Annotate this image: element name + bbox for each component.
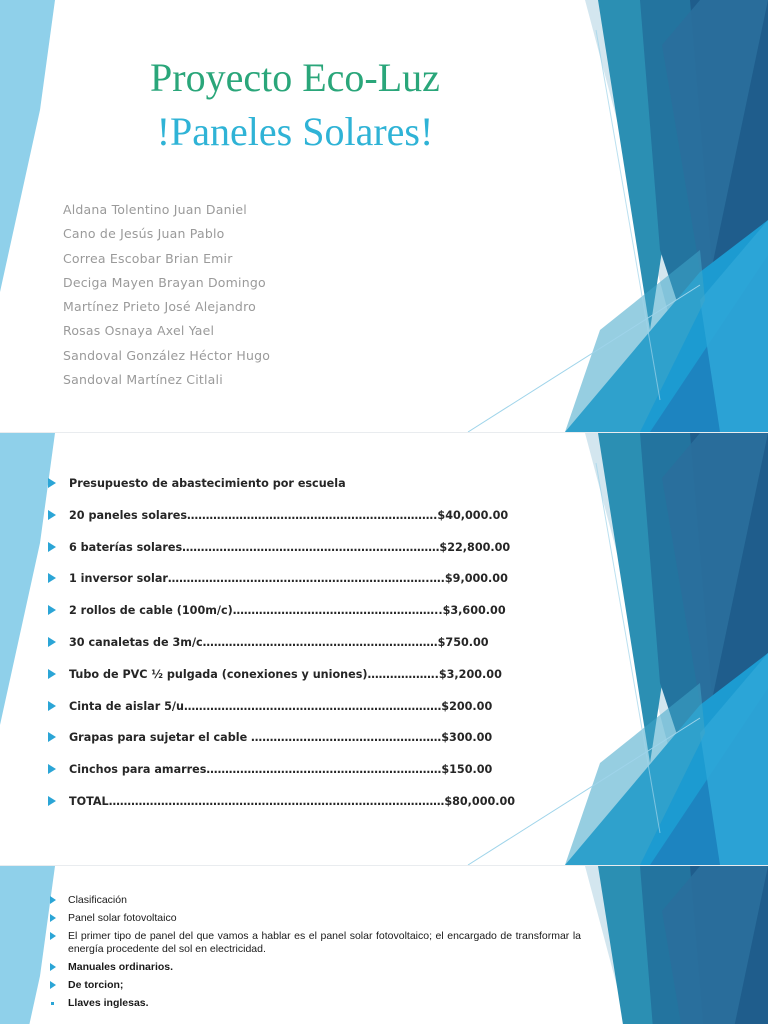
slide-title: Proyecto Eco-Luz	[150, 55, 440, 100]
triangle-bullet-icon	[48, 637, 56, 647]
budget-item	[48, 602, 515, 634]
list-item-text: Manuales ordinarios.	[68, 961, 174, 973]
author-name: Martínez Prieto José Alejandro	[63, 299, 256, 315]
triangle-bullet-icon	[48, 732, 56, 742]
author-name: Deciga Mayen Brayan Domingo	[63, 274, 266, 290]
budget-item	[48, 634, 515, 666]
triangle-bullet-icon	[48, 510, 56, 520]
list-item	[50, 930, 581, 956]
triangle-bullet-icon	[50, 914, 56, 922]
title-slide	[0, 0, 768, 432]
triangle-bullet-icon	[48, 573, 56, 583]
triangle-bullet-icon	[48, 542, 56, 552]
triangle-bullet-icon	[50, 932, 56, 940]
budget-item-text: Cinchos para amarres………………………………………………………$150.00	[69, 763, 493, 777]
budget-item	[48, 570, 515, 602]
list-item	[50, 912, 581, 925]
budget-total	[48, 793, 515, 825]
budget-item-text: Tubo de PVC ½ pulgada (conexiones y uniones)……………….$3,200.00	[69, 667, 502, 681]
list-item	[50, 997, 581, 1010]
list-item-text: De torcion;	[68, 979, 124, 991]
list-item	[50, 979, 581, 992]
classification-list	[50, 894, 581, 1015]
budget-item-text: 1 inversor solar…………………………………………………………….….$9,000.00	[69, 572, 508, 586]
author-name: Aldana Tolentino Juan Daniel	[63, 202, 247, 217]
budget-item	[48, 729, 515, 761]
budget-item	[48, 698, 515, 730]
budget-list	[48, 475, 515, 825]
budget-item-text: 2 rollos de cable (100m/c)………………………………………………..$3,600.00	[69, 604, 506, 618]
budget-total-text: TOTAL………………………………………………………………………………$80,000.00	[69, 794, 516, 808]
budget-item-text: 20 paneles solares………………………………………………………….$40,000.00	[69, 508, 509, 522]
author-list	[63, 200, 270, 394]
list-item	[50, 961, 581, 974]
classification-slide	[0, 866, 768, 1024]
list-item-text: Panel solar fotovoltaico	[68, 912, 177, 924]
author-name: Sandoval Martínez Citlali	[63, 372, 223, 388]
budget-item	[48, 507, 515, 539]
author-name: Rosas Osnaya Axel Yael	[63, 323, 215, 339]
list-item-text: Clasificación	[68, 894, 127, 906]
budget-item-text: Cinta de aislar 5/u……………………………………………………………$200.00	[69, 699, 493, 713]
triangle-bullet-icon	[48, 701, 56, 711]
budget-item	[48, 666, 515, 698]
budget-slide	[0, 433, 768, 865]
list-item-text: El primer tipo de panel del que vamos a hablar es el panel solar fotovoltaico; el encargado de transformar la energía procedente del sol en electricidad.	[68, 930, 581, 955]
triangle-bullet-icon	[50, 963, 56, 971]
budget-heading	[48, 475, 515, 507]
list-item	[50, 894, 581, 907]
budget-item-text: 6 baterías solares……………………………………………………………$22,800.00	[69, 540, 511, 554]
author-name: Cano de Jesús Juan Pablo	[63, 226, 225, 242]
budget-item-text: Grapas para sujetar el cable ……………………………………………$300.00	[69, 731, 493, 745]
square-bullet-icon	[51, 1002, 54, 1005]
budget-item-text: 30 canaletas de 3m/c………………………………………………………$750.00	[69, 635, 489, 649]
budget-item	[48, 761, 515, 793]
triangle-bullet-icon	[48, 478, 56, 488]
author-name: Correa Escobar Brian Emir	[63, 250, 233, 266]
triangle-bullet-icon	[48, 605, 56, 615]
slide-subtitle: !Paneles Solares!	[156, 109, 434, 154]
triangle-bullet-icon	[48, 764, 56, 774]
triangle-bullet-icon	[48, 669, 56, 679]
budget-heading-text: Presupuesto de abastecimiento por escuela	[69, 477, 346, 490]
budget-item	[48, 539, 515, 571]
author-name: Sandoval González Héctor Hugo	[63, 347, 271, 363]
triangle-bullet-icon	[48, 796, 56, 806]
list-item-text: Llaves inglesas.	[68, 997, 149, 1009]
triangle-bullet-icon	[50, 896, 56, 904]
triangle-bullet-icon	[50, 981, 56, 989]
